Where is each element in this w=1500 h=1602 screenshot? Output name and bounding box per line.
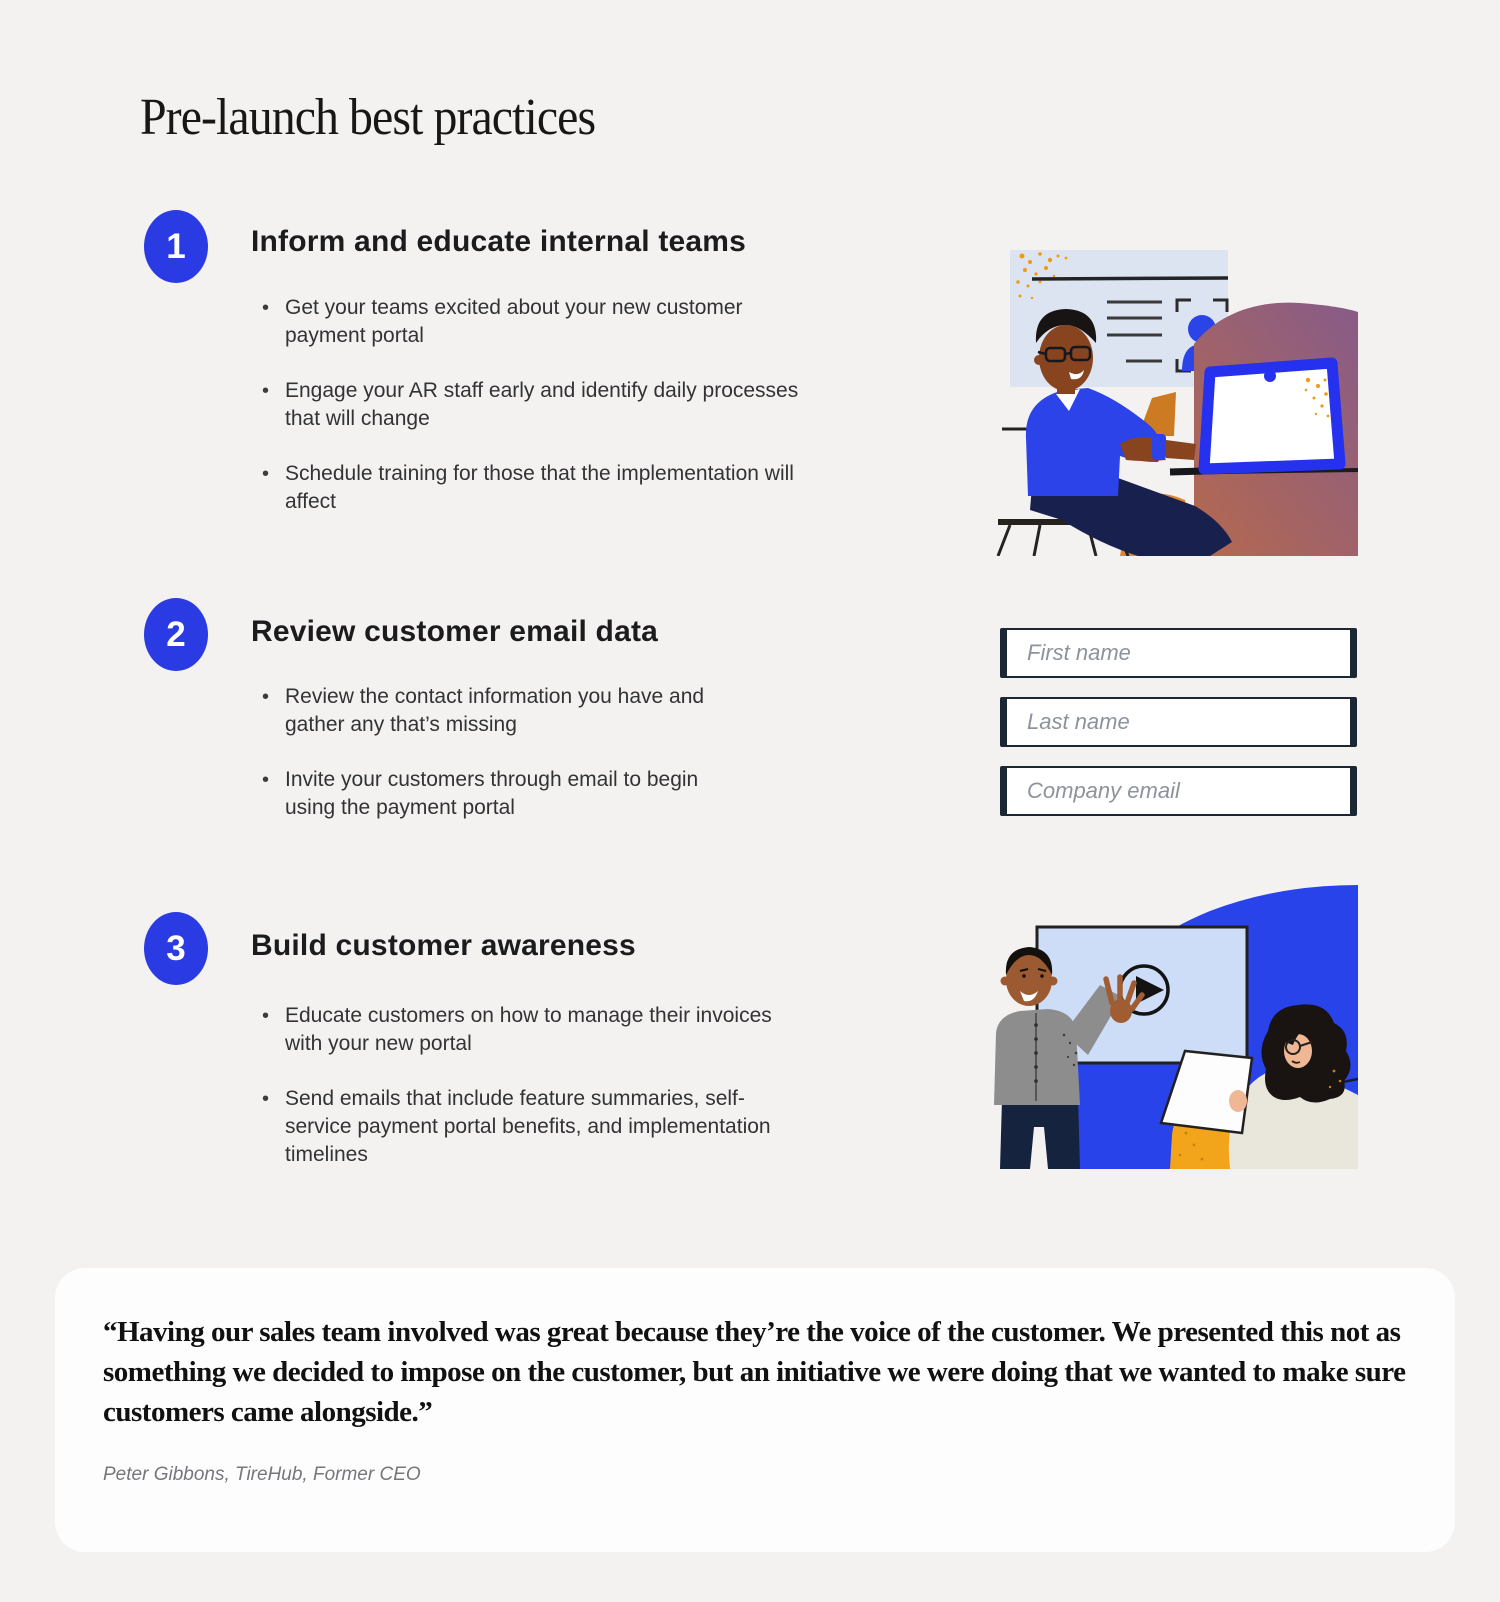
section-2-bullets — [260, 683, 705, 849]
step-1-badge — [144, 210, 208, 283]
video-presentation-illustration — [972, 883, 1358, 1169]
quote-card — [55, 1268, 1455, 1552]
page-title: Pre-launch best practices — [140, 89, 596, 146]
first-name-input[interactable] — [1000, 628, 1357, 678]
bullet-item: • Send emails that include feature summaries, self-service payment portal benefits, and implementation timelines — [260, 1085, 790, 1169]
bullet-item: • Educate customers on how to manage their invoices with your new portal — [260, 1002, 790, 1058]
section-3-heading: Build customer awareness — [251, 929, 636, 962]
quote-attribution: Peter Gibbons, TireHub, Former CEO — [103, 1464, 421, 1485]
section-1-bullets — [260, 294, 825, 543]
bullet-item: • Invite your customers through email to begin using the payment portal — [260, 766, 705, 822]
section-1-heading: Inform and educate internal teams — [251, 225, 747, 258]
step-2-badge — [144, 598, 208, 671]
bullet-item: • Engage your AR staff early and identify daily processes that will change — [260, 377, 825, 433]
bullet-item: • Schedule training for those that the implementation will affect — [260, 460, 825, 516]
step-3-number: 3 — [166, 929, 186, 968]
section-3-bullets — [260, 1002, 790, 1196]
step-1-number: 1 — [166, 227, 186, 266]
bullet-item: • Get your teams excited about your new customer payment portal — [260, 294, 825, 350]
man-working-on-laptop-illustration — [970, 248, 1358, 556]
step-2-number: 2 — [166, 615, 186, 654]
step-3-badge — [144, 912, 208, 985]
last-name-input[interactable] — [1000, 697, 1357, 747]
quote-text: “Having our sales team involved was great because they’re the voice of the customer. We presented this not as something we decided to impose on the customer, but an initiative we were doing that we wanted to make sure customers came alongside.” — [103, 1316, 1406, 1428]
section-2-heading: Review customer email data — [251, 615, 659, 648]
bullet-item: • Review the contact information you have and gather any that’s missing — [260, 683, 705, 739]
company-email-input[interactable] — [1000, 766, 1357, 816]
